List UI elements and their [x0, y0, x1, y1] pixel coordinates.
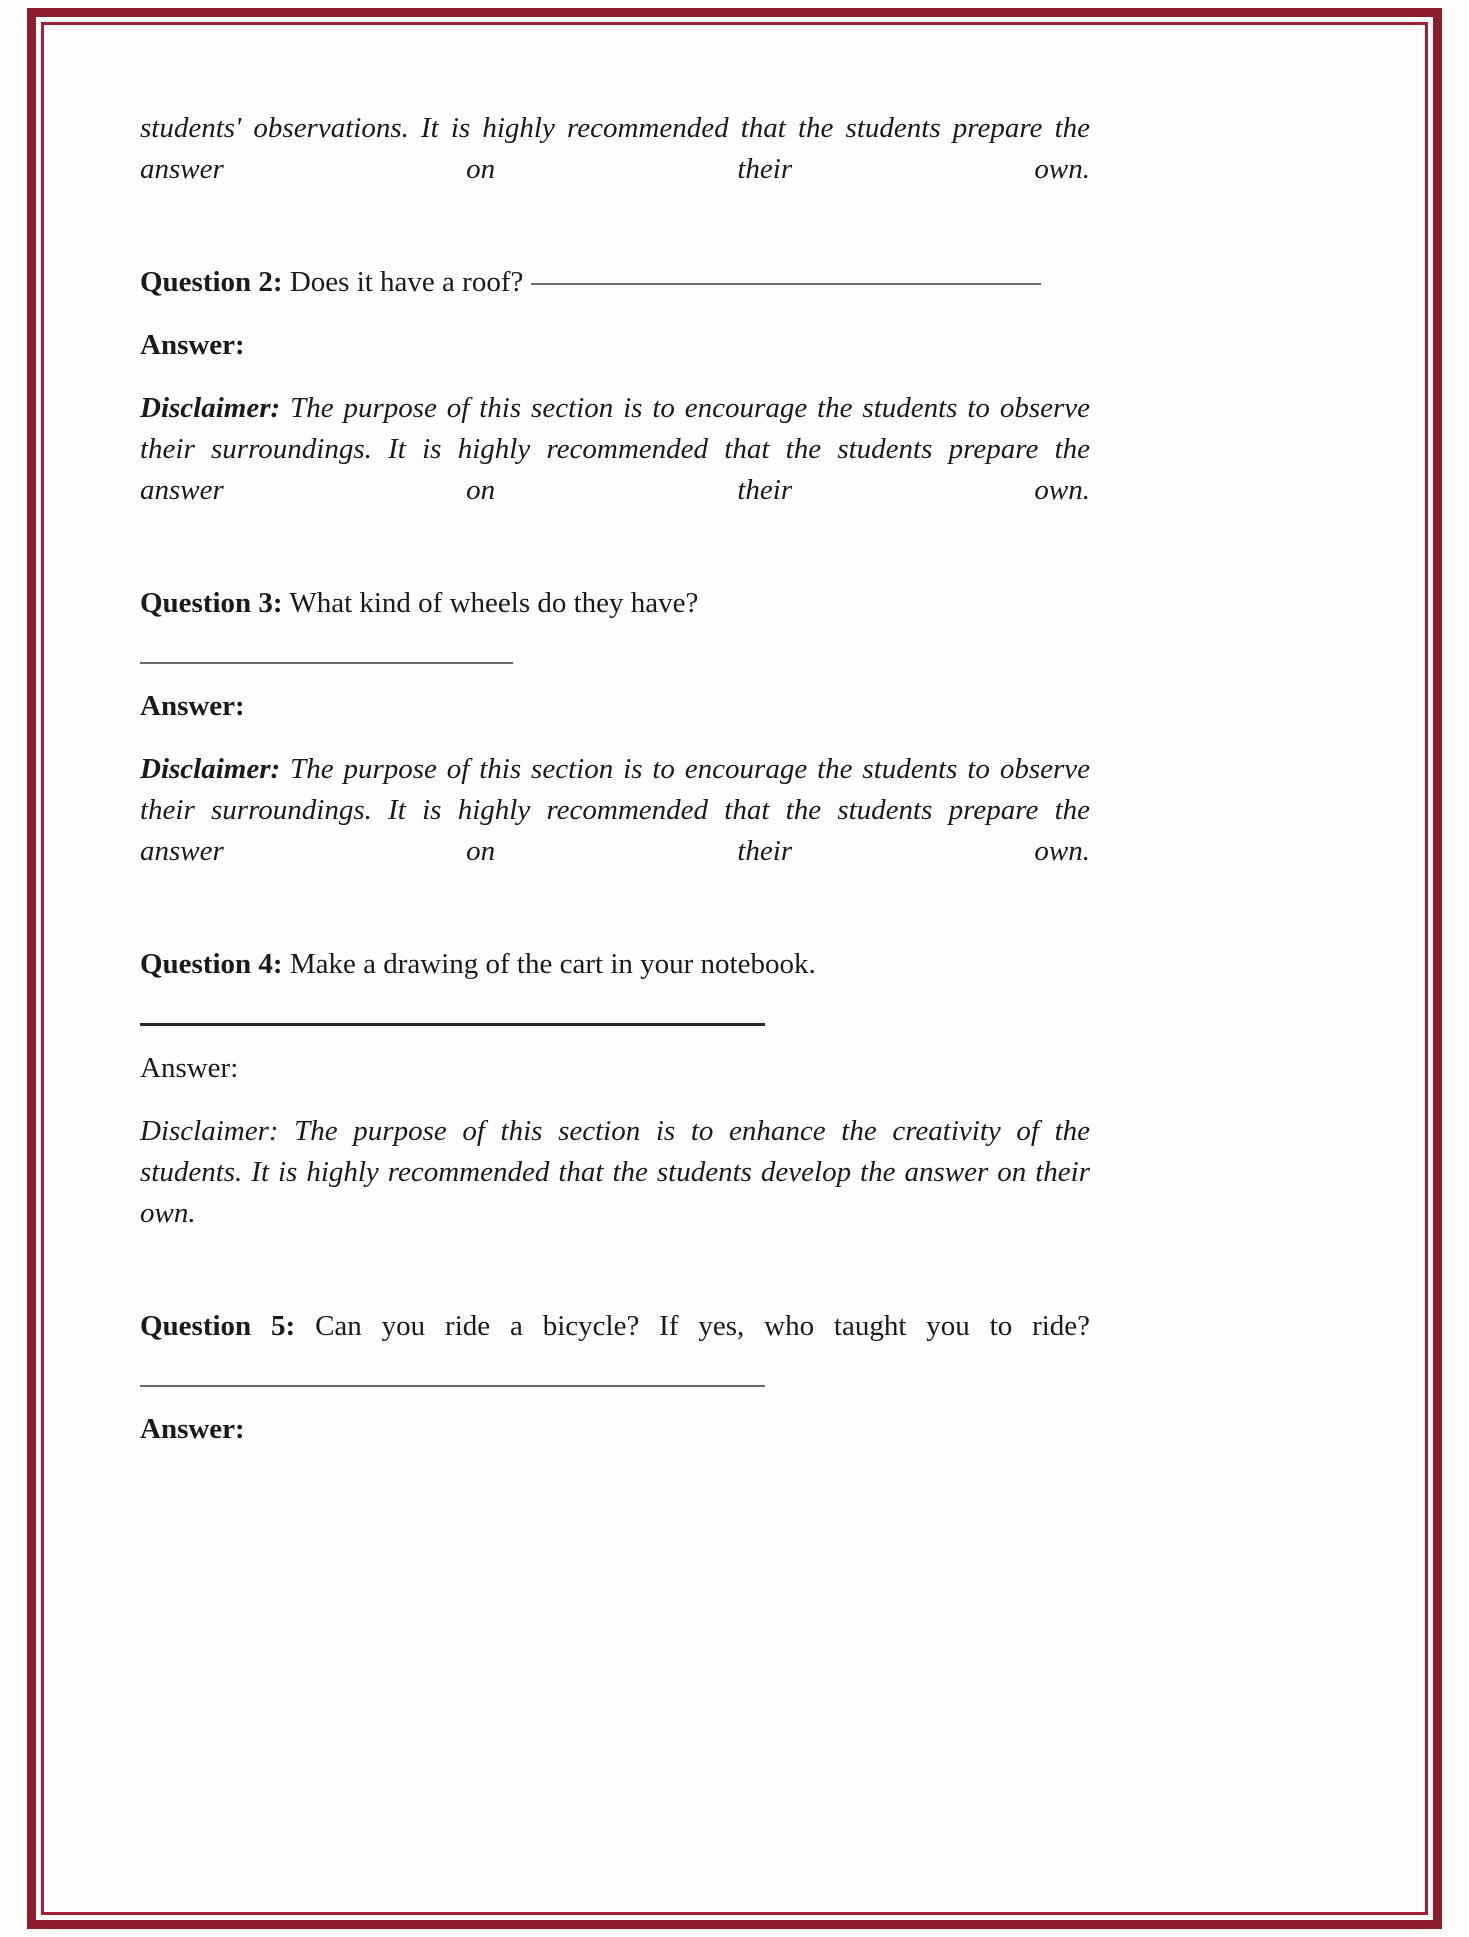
spacer: [140, 1026, 1090, 1048]
question-2-label: Question 2:: [140, 266, 283, 298]
question-4-label: Question 4:: [140, 948, 283, 980]
question-3-answer-label: Answer:: [140, 690, 245, 722]
question-2-disclaimer-label: Disclaimer:: [140, 392, 281, 424]
question-5-label: Question 5:: [140, 1310, 296, 1342]
question-2-answer-blank[interactable]: [531, 283, 1041, 285]
spacer: [140, 366, 1090, 388]
question-5-answer-label: Answer:: [140, 1413, 245, 1445]
question-2-answer-label: Answer:: [140, 329, 245, 361]
question-3-line: [140, 583, 1090, 624]
question-5-text: Can you ride a bicycle? If yes, who taught you to ride?: [315, 1310, 1091, 1342]
spacer: [140, 664, 1090, 686]
question-2-line: [140, 262, 1090, 303]
question-3-disclaimer: [140, 749, 1090, 872]
spacer: [140, 872, 1090, 944]
question-4-disclaimer-label: Disclaimer:: [140, 1115, 279, 1147]
intro-paragraph: students' observations. It is highly recommended that the students prepare the answer on their own.: [140, 112, 1090, 185]
spacer: [140, 727, 1090, 749]
question-3-disclaimer-label: Disclaimer:: [140, 753, 281, 785]
spacer: [140, 1089, 1090, 1111]
spacer: [140, 1387, 1090, 1409]
question-4-disclaimer-text: The purpose of this section is to enhance the creativity of the students. It is highly recommended that the students develop the answer on their own.: [140, 1115, 1091, 1229]
page-content: [140, 108, 1090, 1450]
spacer: [140, 511, 1090, 583]
question-4-line: [140, 944, 1090, 985]
question-2-disclaimer: [140, 388, 1090, 511]
question-4-disclaimer: [140, 1111, 1090, 1234]
spacer: [140, 190, 1090, 262]
spacer: [140, 1347, 1090, 1385]
question-2-text: Does it have a roof?: [289, 266, 524, 298]
question-4-answer-label: Answer:: [140, 1052, 239, 1084]
question-3-label: Question 3:: [140, 587, 283, 619]
spacer: [140, 624, 1090, 662]
question-3-text: What kind of wheels do they have?: [289, 587, 699, 619]
spacer: [140, 1234, 1090, 1306]
question-4-text: Make a drawing of the cart in your notebook.: [289, 948, 816, 980]
question-3-disclaimer-text: The purpose of this section is to encourage the students to observe their surroundings. It is highly recommended that the students prepare the answer on their own.: [140, 753, 1091, 867]
spacer: [140, 303, 1090, 325]
spacer: [140, 985, 1090, 1023]
question-5-line: [140, 1306, 1090, 1347]
question-2-disclaimer-text: The purpose of this section is to encourage the students to observe their surroundings. It is highly recommended that the students prepare the answer on their own.: [140, 392, 1091, 506]
